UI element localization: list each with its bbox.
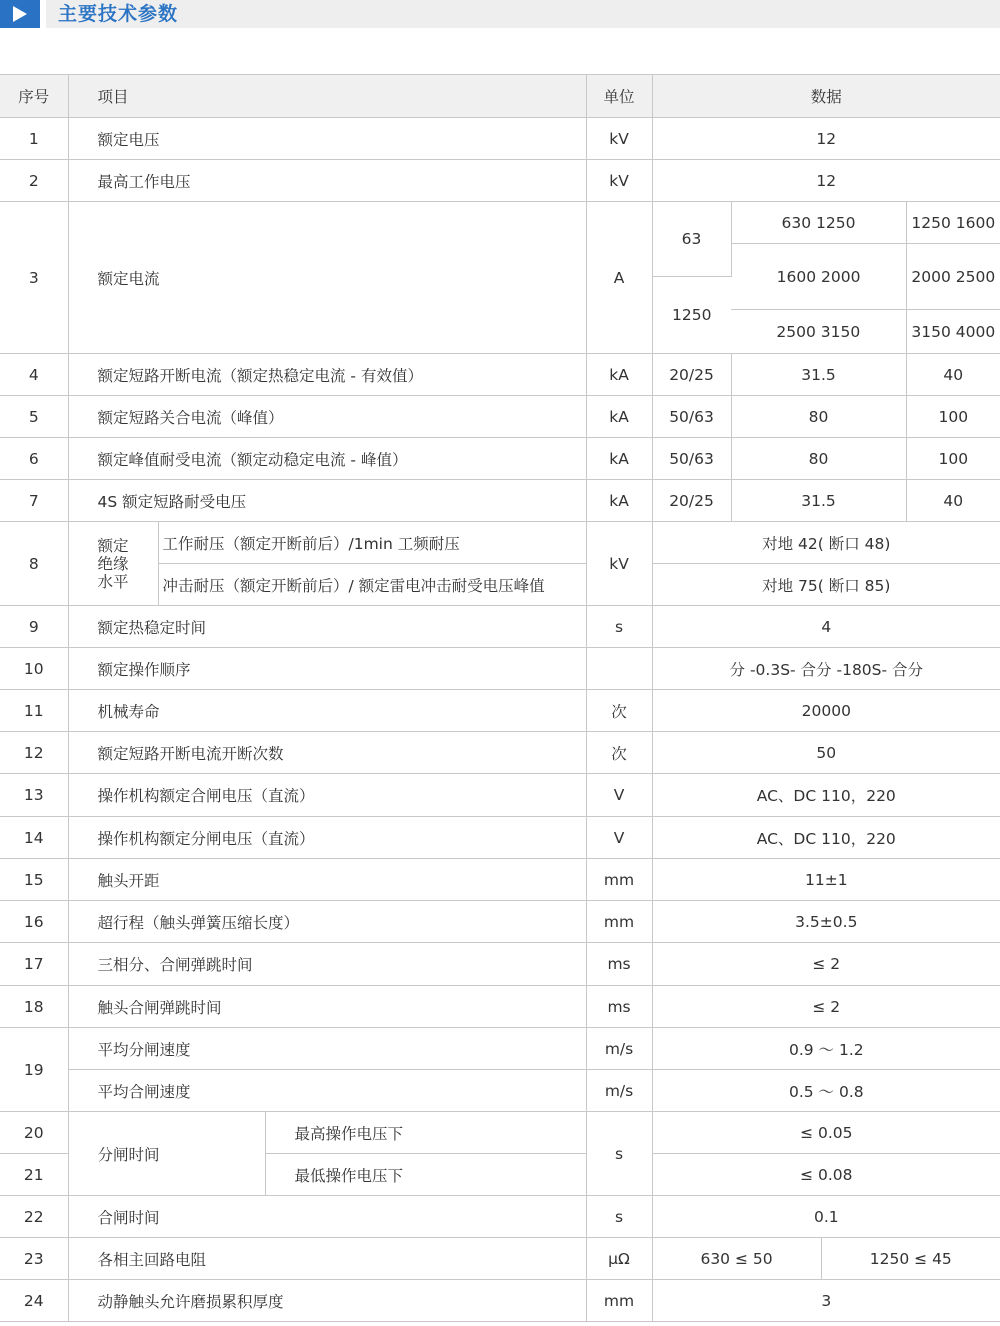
row-value: 20000	[652, 690, 1000, 732]
row-value: 31.5	[731, 480, 906, 522]
row-number: 20	[0, 1112, 68, 1154]
row-value: 0.9 ～ 1.2	[652, 1028, 1000, 1070]
row-value: 630 ≤ 50	[652, 1238, 821, 1280]
table-row	[0, 1238, 1000, 1280]
row-item: 三相分、合闸弹跳时间	[68, 943, 586, 986]
header-divider	[40, 0, 46, 28]
table-row	[0, 480, 1000, 522]
row-unit: 次	[586, 732, 652, 774]
row-value: ≤ 2	[652, 986, 1000, 1028]
row-value: 3.5±0.5	[652, 901, 1000, 943]
row-item: 平均合闸速度	[68, 1070, 586, 1112]
row-item: 操作机构额定合闸电压（直流）	[68, 774, 586, 817]
row-item: 合闸时间	[68, 1196, 586, 1238]
row-subitem: 工作耐压（额定开断前后）/1min 工频耐压	[158, 522, 586, 564]
row-subitem: 最低操作电压下	[265, 1154, 586, 1196]
row-item: 操作机构额定分闸电压（直流）	[68, 817, 586, 859]
current-value-cell: 2000 2500	[906, 244, 1000, 310]
row-unit: s	[586, 1196, 652, 1238]
row-item: 分闸时间	[68, 1112, 265, 1196]
table-row	[0, 118, 1000, 160]
row-number: 12	[0, 732, 68, 774]
section-title: 主要技术参数	[58, 3, 179, 25]
row-value: 4	[652, 606, 1000, 648]
row-item: 平均分闸速度	[68, 1028, 586, 1070]
row-number: 21	[0, 1154, 68, 1196]
row-unit: kA	[586, 396, 652, 438]
row-number: 17	[0, 943, 68, 986]
row-number: 10	[0, 648, 68, 690]
row-unit: kA	[586, 438, 652, 480]
play-icon	[12, 5, 28, 23]
row-number: 9	[0, 606, 68, 648]
row-unit: ms	[586, 986, 652, 1028]
row-unit: V	[586, 817, 652, 859]
row-value: 0.1	[652, 1196, 1000, 1238]
row-value: 50/63	[652, 438, 731, 480]
table-row	[0, 1028, 1000, 1070]
row-item-line: 额定	[97, 536, 129, 555]
table-row	[0, 354, 1000, 396]
row-item: 额定操作顺序	[68, 648, 586, 690]
row-number: 1	[0, 118, 68, 160]
current-value-cell: 3150 4000	[906, 310, 1000, 354]
row-value: 31.5	[731, 354, 906, 396]
row-item: 触头开距	[68, 859, 586, 901]
row-number: 13	[0, 774, 68, 817]
current-group-63: 63	[652, 202, 731, 277]
row-value: 50	[652, 732, 1000, 774]
row-unit: V	[586, 774, 652, 817]
row-item: 额定电流	[68, 202, 586, 354]
table-row	[0, 690, 1000, 732]
row-item-line: 绝缘	[97, 554, 129, 573]
row-unit: kA	[586, 480, 652, 522]
section-marker	[0, 0, 40, 28]
row-unit: kA	[586, 354, 652, 396]
table-row	[0, 943, 1000, 986]
row-value: 3	[652, 1280, 1000, 1322]
row-item: 4S 额定短路耐受电压	[68, 480, 586, 522]
row-value: 80	[731, 438, 906, 480]
row-subitem: 冲击耐压（额定开断前后）/ 额定雷电冲击耐受电压峰值	[158, 564, 586, 606]
row-value: 100	[906, 396, 1000, 438]
row-item: 动静触头允许磨损累积厚度	[68, 1280, 586, 1322]
table-row	[0, 160, 1000, 202]
row-value: AC、DC 110，220	[652, 817, 1000, 859]
row-value: 12	[652, 160, 1000, 202]
row-number: 5	[0, 396, 68, 438]
row-unit: kV	[586, 522, 652, 606]
row-unit: m/s	[586, 1070, 652, 1112]
row-number: 16	[0, 901, 68, 943]
row-unit: s	[586, 1112, 652, 1196]
row-value: 0.5 ～ 0.8	[652, 1070, 1000, 1112]
row-value: 40	[906, 354, 1000, 396]
table-row	[0, 438, 1000, 480]
table-row	[0, 732, 1000, 774]
row-subitem: 最高操作电压下	[265, 1112, 586, 1154]
row-number: 18	[0, 986, 68, 1028]
row-value: 80	[731, 396, 906, 438]
row-value: 对地 42( 断口 48)	[652, 522, 1000, 564]
row-number: 15	[0, 859, 68, 901]
table-row	[0, 774, 1000, 817]
table-row	[0, 1280, 1000, 1322]
current-group-1250: 1250	[652, 277, 731, 354]
row-value: ≤ 0.08	[652, 1154, 1000, 1196]
row-number: 22	[0, 1196, 68, 1238]
table-row	[0, 859, 1000, 901]
table-row	[0, 202, 1000, 244]
spec-table	[0, 74, 1000, 1322]
column-header-unit: 单位	[586, 75, 652, 118]
row-unit: mm	[586, 901, 652, 943]
table-row	[0, 1196, 1000, 1238]
row-item: 额定电压	[68, 118, 586, 160]
column-header-data: 数据	[652, 75, 1000, 118]
column-header-item: 项目	[68, 75, 586, 118]
row-value: 对地 75( 断口 85)	[652, 564, 1000, 606]
row-item: 额定短路开断电流（额定热稳定电流 - 有效值）	[68, 354, 586, 396]
row-number: 14	[0, 817, 68, 859]
row-item: 额定峰值耐受电流（额定动稳定电流 - 峰值）	[68, 438, 586, 480]
row-number: 6	[0, 438, 68, 480]
current-value-cell: 2500 3150	[731, 310, 906, 354]
row-unit: mm	[586, 1280, 652, 1322]
row-item: 最高工作电压	[68, 160, 586, 202]
row-unit: μΩ	[586, 1238, 652, 1280]
row-value: 1250 ≤ 45	[821, 1238, 1000, 1280]
row-value: 100	[906, 438, 1000, 480]
row-value: AC、DC 110，220	[652, 774, 1000, 817]
table-row	[0, 606, 1000, 648]
row-number: 4	[0, 354, 68, 396]
current-value-cell: 1250 1600	[906, 202, 1000, 244]
section-header	[0, 0, 1000, 28]
row-item: 触头合闸弹跳时间	[68, 986, 586, 1028]
row-number: 24	[0, 1280, 68, 1322]
row-item: 超行程（触头弹簧压缩长度）	[68, 901, 586, 943]
row-number: 11	[0, 690, 68, 732]
row-unit: kV	[586, 118, 652, 160]
row-number: 3	[0, 202, 68, 354]
row-item-line: 水平	[97, 572, 129, 591]
table-row	[0, 396, 1000, 438]
row-unit: m/s	[586, 1028, 652, 1070]
row-value: ≤ 2	[652, 943, 1000, 986]
row-unit: kV	[586, 160, 652, 202]
row-value: 20/25	[652, 480, 731, 522]
table-row	[0, 1112, 1000, 1154]
row-unit: s	[586, 606, 652, 648]
row-item: 额定短路关合电流（峰值）	[68, 396, 586, 438]
row-number: 23	[0, 1238, 68, 1280]
row-unit: 次	[586, 690, 652, 732]
table-row	[0, 522, 1000, 564]
row-item: 各相主回路电阻	[68, 1238, 586, 1280]
table-row	[0, 986, 1000, 1028]
row-value: 20/25	[652, 354, 731, 396]
row-value: 40	[906, 480, 1000, 522]
row-item-insulation	[68, 522, 158, 606]
row-number: 8	[0, 522, 68, 606]
table-header-row	[0, 75, 1000, 118]
table-row	[0, 901, 1000, 943]
row-number: 2	[0, 160, 68, 202]
row-unit: A	[586, 202, 652, 354]
row-unit: ms	[586, 943, 652, 986]
row-number: 19	[0, 1028, 68, 1112]
row-unit: mm	[586, 859, 652, 901]
row-value: 11±1	[652, 859, 1000, 901]
row-unit	[586, 648, 652, 690]
column-header-no: 序号	[0, 75, 68, 118]
row-value: 12	[652, 118, 1000, 160]
table-row	[0, 817, 1000, 859]
table-row	[0, 648, 1000, 690]
row-number: 7	[0, 480, 68, 522]
row-value: 50/63	[652, 396, 731, 438]
row-value: 分 -0.3S- 合分 -180S- 合分	[652, 648, 1000, 690]
row-value: ≤ 0.05	[652, 1112, 1000, 1154]
current-value-cell: 1600 2000	[731, 244, 906, 310]
current-value-cell: 630 1250	[731, 202, 906, 244]
row-item: 机械寿命	[68, 690, 586, 732]
row-item: 额定短路开断电流开断次数	[68, 732, 586, 774]
table-row	[0, 1070, 1000, 1112]
row-item: 额定热稳定时间	[68, 606, 586, 648]
